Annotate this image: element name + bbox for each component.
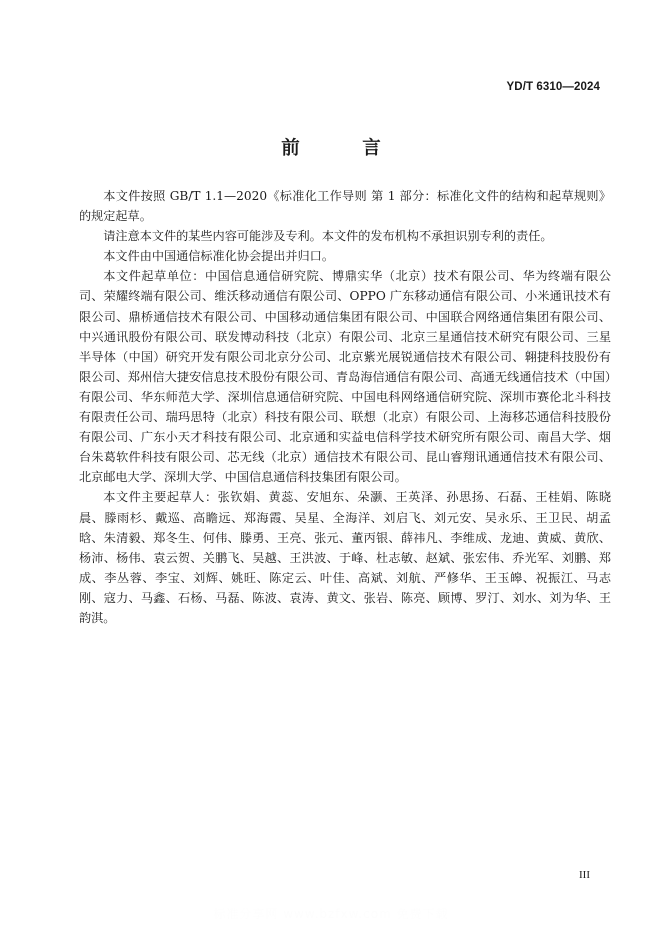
watermark: 标准分享网 www.bzfxw.com 免费下载 bbox=[213, 907, 449, 921]
paragraph-drafting-units: 本文件起草单位：中国信息通信研究院、博鼎实华（北京）技术有限公司、华为终端有限公司、荣耀终端有限公司、维沃移动通信有限公司、OPPO 广东移动通信有限公司、小米通讯技术有限公司、鼎桥通信技术有限公司、中国移动通信集团有限公司、中国联合网络通信集团有限公司、中兴通讯股份有限公司、联发博动科技（北京）有限公司、北京三星通信技术研究有限公司、三星半导体（中国）研究开发有限公司北京分公司、北京紫光展锐通信技术有限公司、翱捷科技股份有限公司、郑州信大捷安信息技术股份有限公司、青岛海信通信有限公司、高通无线通信技术（中国）有限公司、华东师范大学、深圳信息通信研究院、中国电科网络通信研究院、深圳市赛伦北斗科技有限责任公司、瑞玛思特（北京）科技有限公司、联想（北京）有限公司、上海移芯通信科技股份有限公司、广东小天才科技有限公司、北京通和实益电信科学技术研究所有限公司、南昌大学、烟台朱葛软件科技有限公司、芯无线（北京）通信技术有限公司、昆山睿翔讯通通信技术有限公司、北京邮电大学、深圳大学、中国信息通信科技集团有限公司。 bbox=[79, 269, 611, 485]
paragraph-drafting-rules: 本文件按照 GB/T 1.1—2020《标准化工作导则 第 1 部分：标准化文件的结构和起草规则》的规定起草。 bbox=[79, 189, 611, 224]
standard-code: YD/T 6310—2024 bbox=[506, 81, 600, 93]
page-number: III bbox=[579, 869, 590, 881]
page-title: 前 言 bbox=[281, 138, 409, 159]
paragraph-drafters: 本文件主要起草人：张钦娟、黄蕊、安旭东、朵灏、王英泽、孙思扬、石磊、王桂娟、陈晓晨、滕雨杉、戴巡、高瞻远、郑海霞、吴星、全海洋、刘启飞、刘元安、吴永乐、王卫民、胡孟晗、朱清毅、郑冬生、何伟、滕勇、王亮、张元、董丙银、薛祎凡、李维成、龙迪、黄威、黄欣、杨沛、杨伟、袁云贺、关鹏飞、吴越、王洪波、于峰、杜志敏、赵斌、张宏伟、乔光军、刘鹏、郑成、李丛蓉、李宝、刘辉、姚旺、陈定云、叶佳、高斌、刘航、严修华、王玉皞、祝振江、马志刚、寇力、马鑫、石杨、马磊、陈波、袁涛、黄文、张岩、陈亮、顾博、罗汀、刘水、刘为华、王韵淇。 bbox=[79, 490, 611, 625]
paragraph-proposer: 本文件由中国通信标准化协会提出并归口。 bbox=[103, 249, 334, 264]
paragraph-patent-notice: 请注意本文件的某些内容可能涉及专利。本文件的发布机构不承担识别专利的责任。 bbox=[103, 229, 553, 244]
foreword-body bbox=[79, 186, 611, 628]
